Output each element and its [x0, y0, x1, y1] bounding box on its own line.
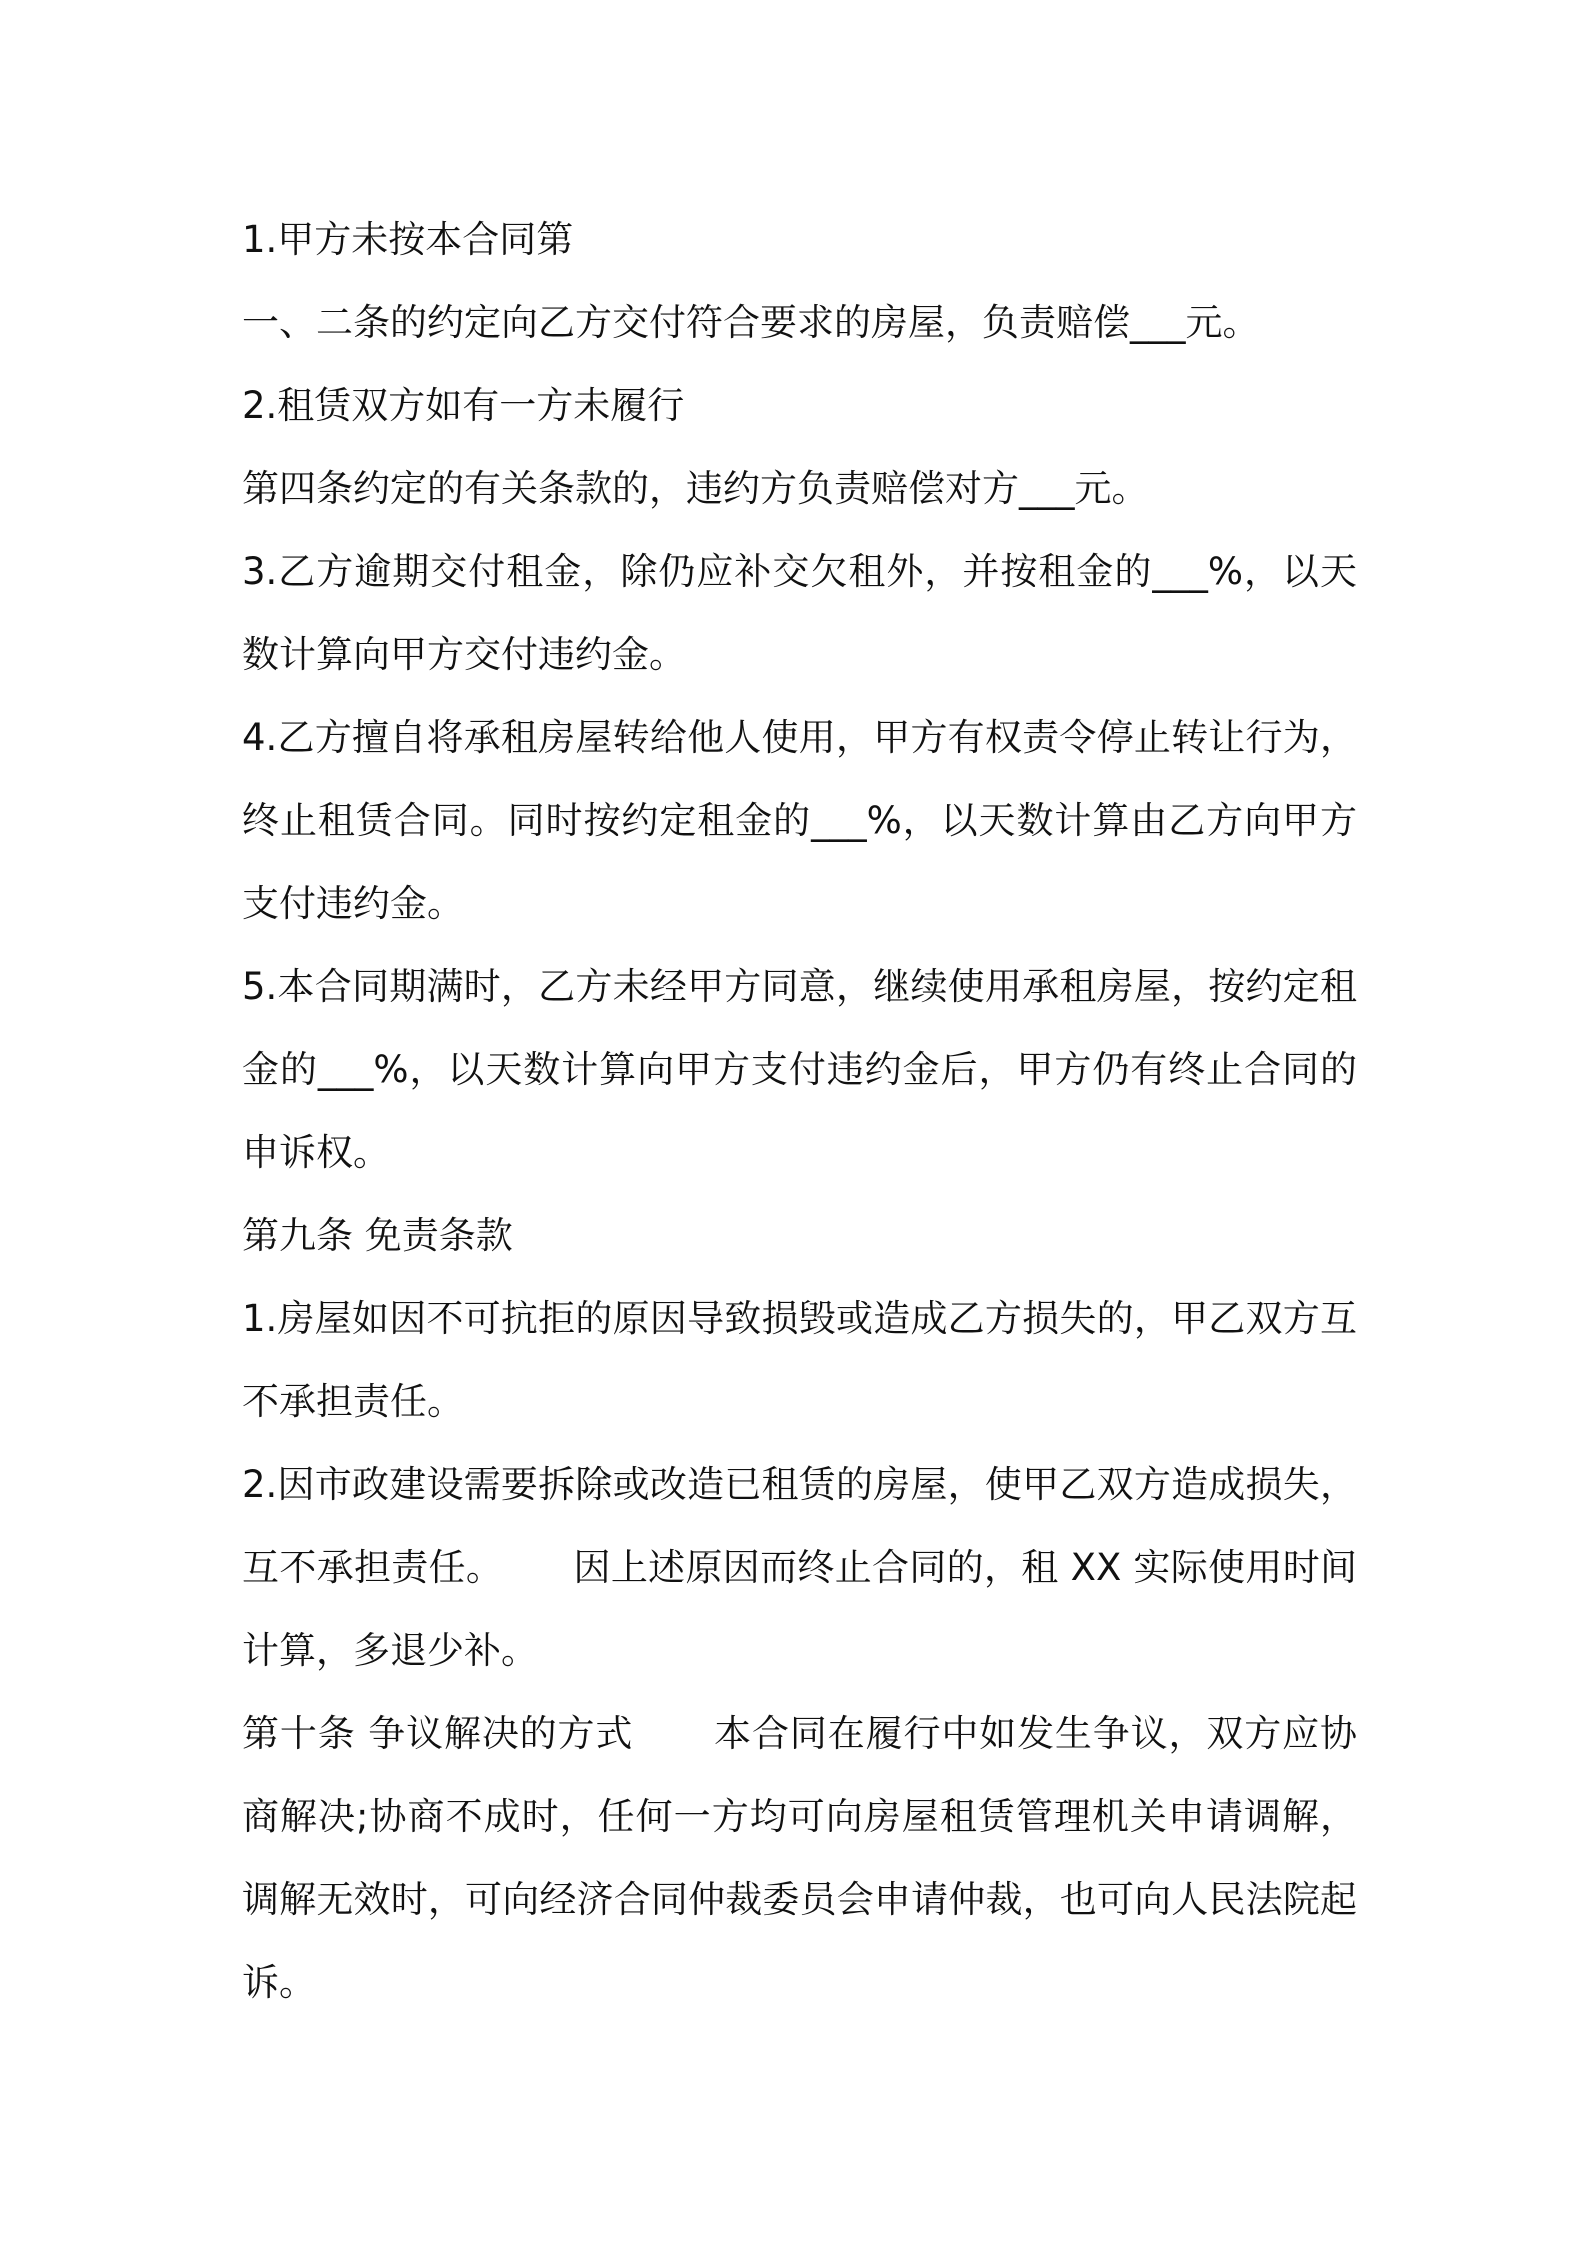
exemption-clause-1: 1.房屋如因不可抗拒的原因导致损毁或造成乙方损失的，甲乙双方互不承担责任。 — [242, 1297, 1357, 1423]
clause-1-line: 1.甲方未按本合同第 — [242, 218, 574, 261]
exemption-clause-2 — [242, 1443, 1357, 1692]
clause-1-continuation: 一、二条的约定向乙方交付符合要求的房屋，负责赔偿___元。 — [242, 301, 1260, 344]
article-10-text: 本合同在履行中如发生争议，双方应协商解决;协商不成时，任何一方均可向房屋租赁管理机关申请调解，调解无效时，可向经济合同仲裁委员会申请仲裁，也可向人民法院起诉。 — [242, 1712, 1357, 2004]
article-10-heading: 第十条 争议解决的方式 — [242, 1712, 634, 1755]
clause-2-continuation: 第四条约定的有关条款的，违约方负责赔偿对方___元。 — [242, 467, 1149, 510]
document-body — [242, 198, 1357, 2024]
article-10-paragraph — [242, 1692, 1357, 2024]
clause-4-paragraph: 4.乙方擅自将承租房屋转给他人使用，甲方有权责令停止转让行为，终止租赁合同。同时按约定租金的___%，以天数计算由乙方向甲方支付违约金。 — [242, 716, 1357, 925]
exemption-clause-2-note: 因上述原因而终止合同的，租 XX 实际使用时间计算，多退少补。 — [242, 1546, 1358, 1672]
article-9-heading: 第九条 免责条款 — [242, 1214, 513, 1257]
exemption-clause-2-text: 2.因市政建设需要拆除或改造已租赁的房屋，使甲乙双方造成损失，互不承担责任。 — [242, 1463, 1357, 1589]
clause-2-line: 2.租赁双方如有一方未履行 — [242, 384, 685, 427]
clause-5-paragraph: 5.本合同期满时，乙方未经甲方同意，继续使用承租房屋，按约定租金的___%，以天数计算向甲方支付违约金后，甲方仍有终止合同的申诉权。 — [242, 965, 1357, 1174]
clause-3-paragraph: 3.乙方逾期交付租金，除仍应补交欠租外，并按租金的___%，以天数计算向甲方交付违约金。 — [242, 550, 1357, 676]
